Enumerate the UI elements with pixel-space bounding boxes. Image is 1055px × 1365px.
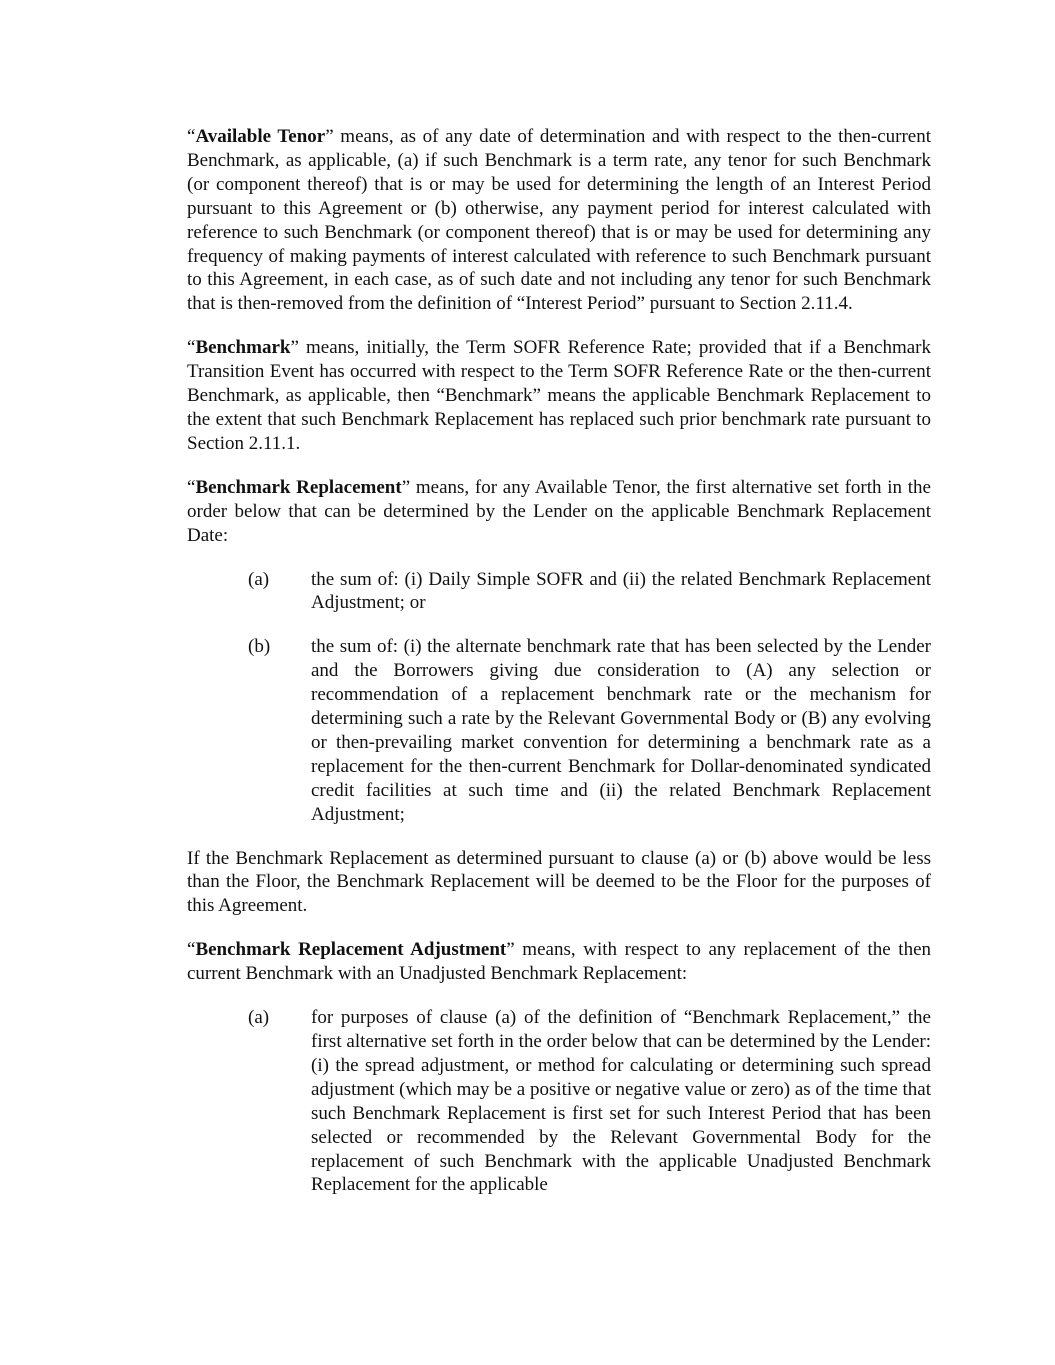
clause-item	[187, 1006, 931, 1197]
defined-term: Available Tenor	[195, 126, 326, 147]
clause-item	[187, 568, 931, 616]
defined-term: Benchmark Replacement Adjustment	[195, 939, 507, 961]
clause-item	[187, 635, 931, 826]
clause-text: the sum of: (i) Daily Simple SOFR and (ii) the related Benchmark Replacement Adjustment; or	[311, 568, 931, 614]
clause-label: (a)	[248, 1007, 270, 1029]
definition-benchmark	[187, 336, 931, 456]
definition-available-tenor	[187, 125, 931, 316]
open-quote: “	[187, 476, 196, 498]
definition-body: ” means, initially, the Term SOFR Reference Rate; provided that if a Benchmark Transition Event has occurred with respect to the Term SOFR Reference Rate or the then-current Benchmark, as applicable, then “Benchmark” means the applicable Benchmark Replacement to the extent that such Benchmark Replacement has replaced such prior benchmark rate pursuant to Section 2.11.1.	[187, 337, 931, 454]
clause-text: for purposes of clause (a) of the definition of “Benchmark Replacement,” the first alternative set forth in the order below that can be determined by the Lender: (i) the spread adjustment, or method for calculating or determining such spread adjustment (which may be a positive or negative value or zero) as of the time that such Benchmark Replacement is first set for such Interest Period that has been selected or recommended by the Relevant Governmental Body for the replacement of such Benchmark with the applicable Unadjusted Benchmark Replacement for the applicable	[311, 1007, 931, 1196]
clause-label: (b)	[248, 636, 271, 658]
open-quote: “	[187, 337, 196, 359]
definition-benchmark-replacement-adjustment	[187, 938, 931, 986]
clause-text: the sum of: (i) the alternate benchmark rate that has been selected by the Lender and the Borrowers giving due consideration to (A) any selection or recommendation of a replacement benchmark rate or the mechanism for determining such a rate by the Relevant Governmental Body or (B) any evolving or then-prevailing market convention for determining a benchmark rate as a replacement for the then-current Benchmark for Dollar-denominated syndicated credit facilities at such time and (ii) the related Benchmark Replacement Adjustment;	[311, 636, 931, 825]
defined-term: Benchmark Replacement	[195, 476, 402, 498]
open-quote: “	[187, 939, 196, 961]
definition-body: ” means, for any Available Tenor, the first alternative set forth in the order below that can be determined by the Lender on the applicable Benchmark Replacement Date:	[187, 476, 931, 546]
defined-term: Benchmark	[195, 337, 291, 359]
definition-body: ” means, with respect to any replacement of the then current Benchmark with an Unadjusted Benchmark Replacement:	[187, 939, 932, 985]
document-page	[187, 125, 931, 1217]
definition-benchmark-replacement	[187, 476, 931, 548]
definition-body: ” means, as of any date of determination and with respect to the then-current Benchmark, as applicable, (a) if such Benchmark is a term rate, any tenor for such Benchmark (or component thereof) that is or may be used for determining the length of an Interest Period pursuant to this Agreement or (b) otherwise, any payment period for interest calculated with reference to such Benchmark (or component thereof) that is or may be used for determining any frequency of making payments of interest calculated with reference to such Benchmark pursuant to this Agreement, in each case, as of such date and not including any tenor for such Benchmark that is then-removed from the definition of “Interest Period” pursuant to Section 2.11.4.	[187, 126, 931, 315]
open-quote: “	[187, 126, 196, 147]
clause-label: (a)	[248, 568, 270, 590]
floor-note: If the Benchmark Replacement as determined pursuant to clause (a) or (b) above would be less than the Floor, the Benchmark Replacement will be deemed to be the Floor for the purposes of this Agreement.	[187, 847, 931, 917]
